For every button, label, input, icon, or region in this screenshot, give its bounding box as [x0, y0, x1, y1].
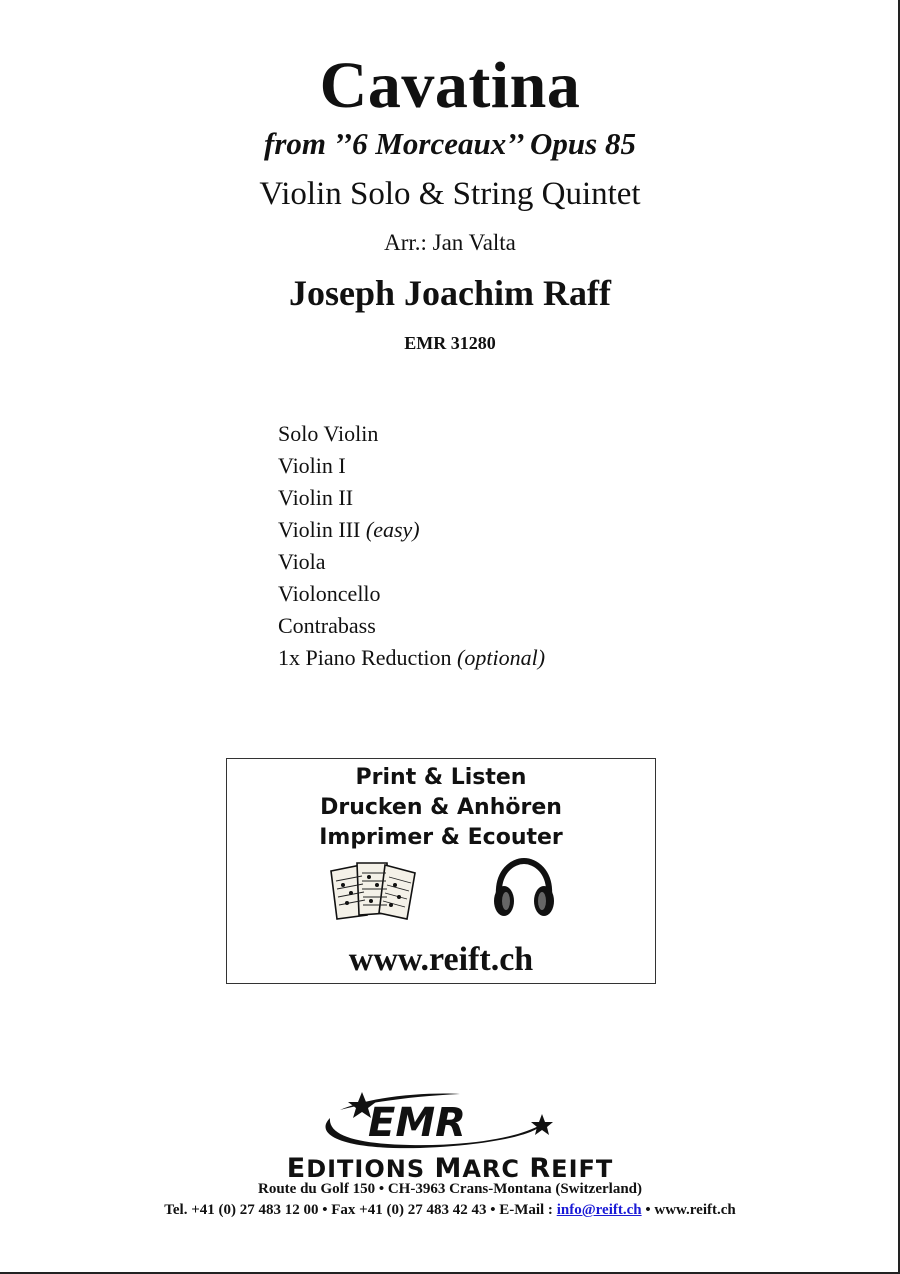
promo-website[interactable]: www.reift.ch — [348, 941, 534, 978]
piece-subtitle: from ’’6 Morceaux’’ Opus 85 — [264, 126, 636, 161]
part-item: Viola — [278, 549, 326, 574]
headphones-icon — [491, 857, 557, 921]
contact-phone-fax: Tel. +41 (0) 27 483 12 00 • Fax +41 (0) 27 483 42 43 • E-Mail : — [164, 1202, 557, 1218]
part-item: Solo Violin — [278, 421, 379, 446]
parts-list — [278, 418, 545, 674]
part-note: (easy) — [365, 517, 420, 542]
part-note: (optional) — [457, 645, 546, 670]
sheet-music-icon — [327, 859, 421, 921]
catalog-number: EMR 31280 — [404, 333, 496, 353]
part-item: Violin I — [278, 453, 346, 478]
instrumentation: Violin Solo & String Quintet — [259, 176, 641, 212]
publisher-name: EDITIONS MARC REIFT — [286, 1153, 614, 1184]
piece-title: Cavatina — [319, 49, 581, 122]
contact-website[interactable]: • www.reift.ch — [641, 1202, 736, 1218]
promo-line-english: Print & Listen — [355, 765, 527, 790]
part-item: Violin III (easy) — [278, 517, 420, 542]
promo-line-german: Drucken & Anhören — [320, 795, 562, 820]
composer: Joseph Joachim Raff — [289, 273, 611, 313]
print-listen-box — [226, 758, 656, 984]
publisher-contact — [0, 1202, 900, 1219]
emr-logo-text: EMR — [368, 1100, 466, 1146]
arranger: Arr.: Jan Valta — [384, 230, 516, 255]
part-item: Contrabass — [278, 613, 376, 638]
promo-line-french: Imprimer & Ecouter — [319, 825, 563, 850]
part-item: Violoncello — [278, 581, 381, 606]
publisher-address: Route du Golf 150 • CH-3963 Crans-Montana (Switzerland) — [258, 1181, 642, 1197]
emr-logo — [310, 1088, 560, 1158]
part-item: Violin II — [278, 485, 354, 510]
part-item: 1x Piano Reduction (optional) — [278, 645, 546, 670]
email-link[interactable]: info@reift.ch — [556, 1202, 642, 1218]
